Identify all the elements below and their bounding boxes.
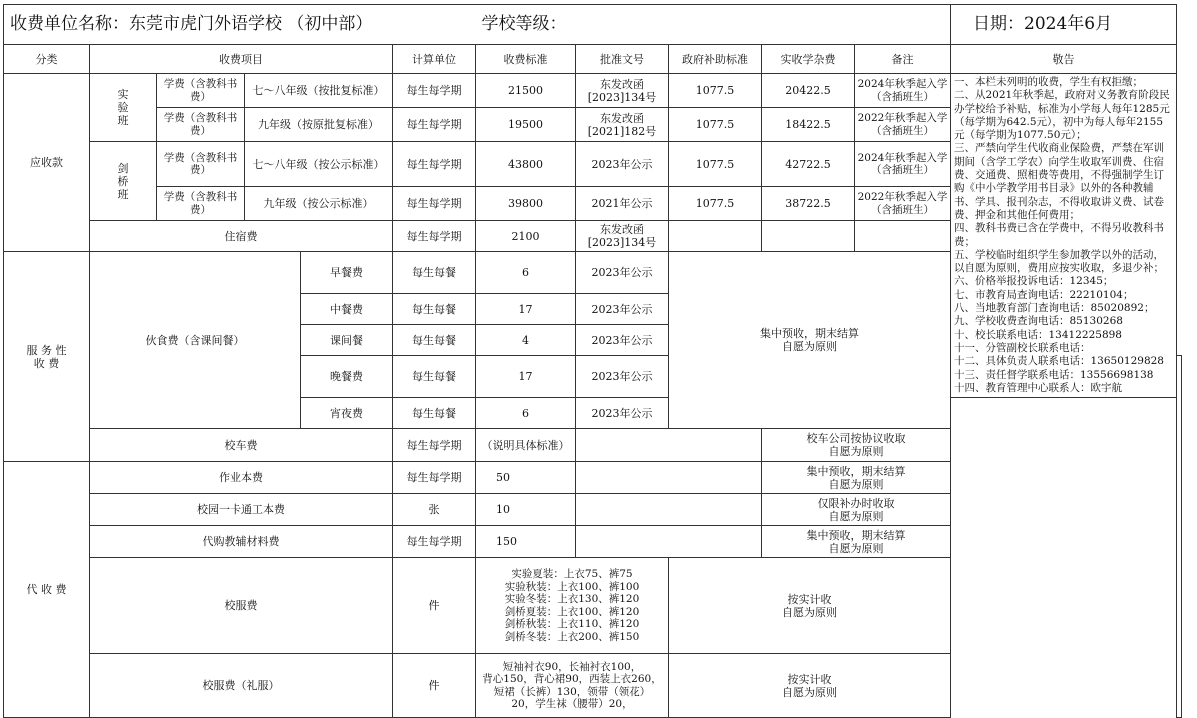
tuition-grade: 七～八年级（按批复标准） xyxy=(245,74,393,108)
meal-standard: 17 xyxy=(476,294,576,325)
bus-remark: 校车公司按协议收取 自愿为原则 xyxy=(762,429,951,462)
agency-standard: 实验夏装：上衣75、裤75 实验秋装：上衣100、裤100 实验冬装：上衣130、裤120 剑桥夏装：上衣100、裤120 剑桥秋装：上衣110、裤120 剑桥冬装：上衣200、裤150 xyxy=(476,558,669,654)
tuition-standard: 39800 xyxy=(476,187,576,221)
meal-name: 中餐费 xyxy=(301,294,393,325)
tuition-subsidy: 1077.5 xyxy=(669,142,762,187)
notice-panel xyxy=(951,74,1177,398)
col-actual: 实收学杂费 xyxy=(762,45,855,74)
notice-item: 十二、具体负责人联系电话：13650129828 xyxy=(954,355,1164,368)
table-row xyxy=(4,558,1182,654)
notice-item: 十四、教育管理中心联系人：欧宇航 xyxy=(954,381,1122,394)
col-unit: 计算单位 xyxy=(393,45,476,74)
tuition-unit: 每生每学期 xyxy=(393,74,476,108)
meal-item: 伙食费（含课间餐） xyxy=(90,252,301,429)
meal-standard: 6 xyxy=(476,252,576,294)
notice-item: 七、市教育局查询电话：22210104； xyxy=(954,288,1134,301)
table-row xyxy=(4,74,1182,108)
agency-remark: 按实计收 自愿为原则 xyxy=(669,654,951,718)
notice-item: 六、价格举报投诉电话：12345； xyxy=(954,275,1114,288)
tuition-actual: 42722.5 xyxy=(762,142,855,187)
notice-item: 二、从2021年秋季起，政府对义务教育阶段民办学校给予补贴，标准为小学每人每年1285元（每学期为642.5元），初中为每人每年2155元（每学期为1077.50元）； xyxy=(954,89,1170,142)
bus-unit: 每生每学期 xyxy=(393,429,476,462)
meal-standard: 17 xyxy=(476,356,576,398)
tuition-subsidy: 1077.5 xyxy=(669,108,762,142)
agency-unit: 张 xyxy=(393,494,476,526)
header-row xyxy=(4,5,1182,45)
meal-approval: 2023年公示 xyxy=(576,398,669,429)
meal-approval: 2023年公示 xyxy=(576,294,669,325)
dorm-remark xyxy=(855,221,951,252)
agency-item: 作业本费 xyxy=(90,462,393,494)
dorm-standard: 2100 xyxy=(476,221,576,252)
tuition-standard: 43800 xyxy=(476,142,576,187)
school-grade: 学校等级： xyxy=(476,5,855,45)
dorm-approval: 东发改函 [2023]134号 xyxy=(576,221,669,252)
tuition-actual: 18422.5 xyxy=(762,108,855,142)
agency-blank xyxy=(576,462,762,494)
agency-remark: 集中预收，期末结算 自愿为原则 xyxy=(762,526,951,558)
notice-item: 十一、分管副校长联系电话： xyxy=(954,341,1091,354)
agency-item: 代购教辅材料费 xyxy=(90,526,393,558)
meal-unit: 每生每餐 xyxy=(393,356,476,398)
agency-standard: 50 xyxy=(476,462,576,494)
category-service: 服 务 性 收 费 xyxy=(4,252,90,462)
notice-item: 一、本栏未列明的收费，学生有权拒缴； xyxy=(954,76,1143,88)
meal-name: 课间餐 xyxy=(301,325,393,356)
tuition-grade: 七～八年级（按公示标准） xyxy=(245,142,393,187)
col-category: 分类 xyxy=(4,45,90,74)
notice-item: 十、校长联系电话：13412225898 xyxy=(954,328,1122,341)
dorm-subsidy xyxy=(669,221,762,252)
tuition-unit: 每生每学期 xyxy=(393,142,476,187)
meal-unit: 每生每餐 xyxy=(393,252,476,294)
meal-name: 早餐费 xyxy=(301,252,393,294)
agency-standard: 10 xyxy=(476,494,576,526)
table-row xyxy=(4,429,1182,462)
meal-approval: 2023年公示 xyxy=(576,252,669,294)
agency-standard: 短袖衬衣90，长袖衬衣100， 背心150，背心裙90，西装上衣260， 短裙（长裤）130，领带（领花） 20，学生袜（腰带）20， xyxy=(476,654,669,718)
agency-unit: 件 xyxy=(393,654,476,718)
tuition-approval: 2021年公示 xyxy=(576,187,669,221)
col-subsidy: 政府补助标准 xyxy=(669,45,762,74)
meal-unit: 每生每餐 xyxy=(393,398,476,429)
tuition-remark: 2022年秋季起入学（含插班生） xyxy=(855,187,951,221)
notice-item: 三、严禁向学生代收商业保险费，严禁在军训期间（含学工学农）向学生收取军训费、住宿费、交通费、照相费等费用，不得强制学生订购《中小学教学用书目录》以外的各种教辅书、学具、报刊杂志，不得收取讲义费、试卷费、押金和其他任何费用； xyxy=(954,142,1164,221)
tuition-actual: 38722.5 xyxy=(762,187,855,221)
column-header-row xyxy=(4,45,1182,74)
tuition-item: 学费（含教科书费） xyxy=(157,108,245,142)
agency-blank xyxy=(576,526,762,558)
tuition-remark: 2024年秋季起入学（含插班生） xyxy=(855,142,951,187)
meal-name: 宵夜费 xyxy=(301,398,393,429)
tuition-grade: 九年级（按原批复标准） xyxy=(245,108,393,142)
tuition-item: 学费（含教科书费） xyxy=(157,187,245,221)
header-spacer xyxy=(855,5,951,45)
tuition-remark: 2024年秋季起入学（含插班生） xyxy=(855,74,951,108)
agency-remark: 按实计收 自愿为原则 xyxy=(669,558,951,654)
tuition-item: 学费（含教科书费） xyxy=(157,74,245,108)
class-cambridge: 剑 桥 班 xyxy=(90,142,157,221)
dorm-item: 住宿费 xyxy=(90,221,393,252)
dorm-actual xyxy=(762,221,855,252)
table-row xyxy=(4,462,1182,494)
date-label: 日期：2024年6月 xyxy=(951,5,1177,45)
agency-remark: 集中预收，期末结算 自愿为原则 xyxy=(762,462,951,494)
notice-item: 四、教科书费已含在学费中，不得另收教科书费； xyxy=(954,222,1164,248)
tuition-approval: 东发改函 [2023]134号 xyxy=(576,74,669,108)
tuition-unit: 每生每学期 xyxy=(393,187,476,221)
meal-standard: 4 xyxy=(476,325,576,356)
col-remark: 备注 xyxy=(855,45,951,74)
meal-remark: 集中预收，期末结算 自愿为原则 xyxy=(669,252,951,429)
tuition-subsidy: 1077.5 xyxy=(669,187,762,221)
col-standard: 收费标准 xyxy=(476,45,576,74)
class-experimental: 实 验 班 xyxy=(90,74,157,142)
meal-unit: 每生每餐 xyxy=(393,294,476,325)
tuition-item: 学费（含教科书费） xyxy=(157,142,245,187)
tuition-remark: 2022年秋季起入学（含插班生） xyxy=(855,108,951,142)
notice-item: 八、当地教育部门查询电话：85020892； xyxy=(954,302,1155,315)
agency-unit: 件 xyxy=(393,558,476,654)
meal-standard: 6 xyxy=(476,398,576,429)
col-approval: 批准文号 xyxy=(576,45,669,74)
meal-approval: 2023年公示 xyxy=(576,325,669,356)
col-item: 收费项目 xyxy=(90,45,393,74)
agency-standard: 150 xyxy=(476,526,576,558)
bus-item: 校车费 xyxy=(90,429,393,462)
category-agency: 代 收 费 xyxy=(4,462,90,718)
meal-approval: 2023年公示 xyxy=(576,356,669,398)
agency-item: 校园一卡通工本费 xyxy=(90,494,393,526)
notice-item: 五、学校临时组织学生参加教学以外的活动，以自愿为原则，费用应按实收取，多退少补； xyxy=(954,248,1164,275)
agency-unit: 每生每学期 xyxy=(393,526,476,558)
table-row xyxy=(4,526,1182,558)
fee-table xyxy=(3,4,1182,718)
meal-unit: 每生每餐 xyxy=(393,325,476,356)
notice-item: 十三、责任督学联系电话：13556698138 xyxy=(954,368,1154,381)
agency-item: 校服费 xyxy=(90,558,393,654)
tuition-subsidy: 1077.5 xyxy=(669,74,762,108)
bus-blank xyxy=(576,429,762,462)
agency-blank xyxy=(576,494,762,526)
tuition-grade: 九年级（按公示标准） xyxy=(245,187,393,221)
agency-item: 校服费（礼服） xyxy=(90,654,393,718)
bus-standard: （说明具体标准） xyxy=(476,429,576,462)
tuition-standard: 21500 xyxy=(476,74,576,108)
tuition-standard: 19500 xyxy=(476,108,576,142)
meal-name: 晚餐费 xyxy=(301,356,393,398)
notice-blank xyxy=(1177,356,1182,718)
agency-remark: 仅限补办时收取 自愿为原则 xyxy=(762,494,951,526)
tuition-approval: 东发改函 [2021]182号 xyxy=(576,108,669,142)
table-row xyxy=(4,494,1182,526)
agency-unit: 每生每学期 xyxy=(393,462,476,494)
tuition-unit: 每生每学期 xyxy=(393,108,476,142)
notice-item: 九、学校收费查询电话：85130268 xyxy=(954,315,1123,328)
tuition-approval: 2023年公示 xyxy=(576,142,669,187)
dorm-unit: 每生每学期 xyxy=(393,221,476,252)
category-receivable: 应收款 xyxy=(4,74,90,252)
tuition-actual: 20422.5 xyxy=(762,74,855,108)
col-notice: 敬告 xyxy=(951,45,1177,74)
table-row xyxy=(4,654,1182,718)
unit-name: 收费单位名称：东莞市虎门外语学校 （初中部） xyxy=(4,5,476,45)
